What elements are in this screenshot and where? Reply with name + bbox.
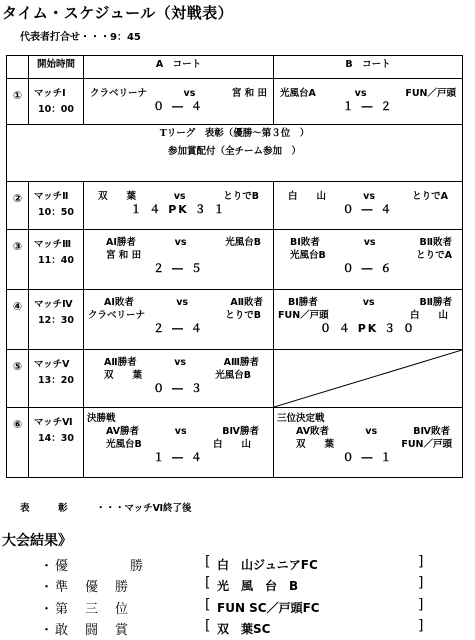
team-name: 光風台B xyxy=(215,370,251,381)
match-cell xyxy=(29,182,84,230)
court-a-cell xyxy=(84,182,274,230)
vs-label: vs xyxy=(173,191,186,202)
vs-label: vs xyxy=(365,426,378,437)
results-title: 大会結果》 xyxy=(2,533,72,549)
result-row: ・準 優 勝 [ 光 風 台 B ] xyxy=(40,575,424,595)
match-category: 三位決定戦 xyxy=(277,413,325,424)
team-name: 光風台A xyxy=(280,88,316,99)
result-row: ・敢 闘 賞 [ 双 葉SC ] xyxy=(40,618,424,638)
banner-line-2: 参加賞配付（全チーム参加 ） xyxy=(167,146,301,157)
court-a-cell xyxy=(84,350,274,408)
banner-line-1: Tリーグ 表彰（優勝～第３位 ） xyxy=(159,128,310,139)
match-name: マッチⅥ xyxy=(34,417,73,428)
result-row: ・第 三 位 [ FUN SC／戸頭FC ] xyxy=(40,597,424,617)
diagonal-slash xyxy=(274,350,462,407)
court-a-cell xyxy=(84,408,274,478)
vs-label: vs xyxy=(183,88,196,99)
court-a-cell xyxy=(84,79,274,125)
court-b-cell xyxy=(274,182,463,230)
team-name: 光風台B xyxy=(290,250,326,261)
match-name: マッチⅣ xyxy=(34,299,73,310)
result-row: ・優 勝 [ 白 山ジュニアFC ] xyxy=(40,554,424,574)
match-number: ③ xyxy=(7,230,29,290)
team-name: AⅢ勝者 xyxy=(223,357,259,368)
result-label: ・優 勝 xyxy=(40,559,146,574)
match-time: 14：30 xyxy=(38,433,74,444)
match-time: 13：20 xyxy=(38,375,74,386)
team-name: とりでA xyxy=(412,191,448,202)
team-name: 双 葉 xyxy=(98,191,137,202)
match-cell xyxy=(29,79,84,125)
match-time: 10：00 xyxy=(38,104,74,115)
team-name: 白 山 xyxy=(409,310,448,321)
team-name: BⅡ勝者 xyxy=(419,297,452,308)
match-score: ０ ― １ xyxy=(342,451,394,464)
match-name: マッチⅡ xyxy=(34,191,69,202)
court-a-cell xyxy=(84,290,274,350)
vs-label: vs xyxy=(174,237,187,248)
match-score: ２ ― ５ xyxy=(153,262,204,275)
team-name: クラベリーナ xyxy=(90,88,148,99)
table-row xyxy=(7,408,463,478)
match-category: 決勝戦 xyxy=(87,413,116,424)
team-name: AⅡ敗者 xyxy=(230,297,263,308)
team-name: BⅠ敗者 xyxy=(290,237,320,248)
team-name: AⅡ勝者 xyxy=(104,357,137,368)
match-cell xyxy=(29,350,84,408)
table-row xyxy=(7,290,463,350)
team-name: 白 山 xyxy=(212,439,251,450)
table-row xyxy=(7,182,463,230)
match-score: ２ ― ４ xyxy=(153,322,204,335)
header-num-cell xyxy=(7,56,29,79)
team-name: BⅣ敗者 xyxy=(413,426,450,437)
match-cell xyxy=(29,230,84,290)
vs-label: vs xyxy=(363,237,376,248)
vs-label: vs xyxy=(174,426,187,437)
match-number: ④ xyxy=(7,290,29,350)
header-start-time: 開始時間 xyxy=(29,56,84,79)
vs-label: vs xyxy=(174,357,187,368)
match-number: ① xyxy=(7,79,29,125)
vs-label: vs xyxy=(362,297,375,308)
table-row xyxy=(7,350,463,408)
team-name: BⅠ勝者 xyxy=(288,297,318,308)
team-name: 宮 和 田 xyxy=(106,250,142,261)
team-name: BⅡ敗者 xyxy=(419,237,452,248)
awards-note: 表 彰 ・・・マッチⅥ終了後 xyxy=(20,503,192,514)
table-header-row xyxy=(7,56,463,79)
table-row xyxy=(7,230,463,290)
match-score: ０ ― ６ xyxy=(342,262,394,275)
match-cell xyxy=(29,408,84,478)
match-score: １ ― ２ xyxy=(342,100,394,113)
court-b-empty-cell xyxy=(274,350,463,408)
match-time: 11：40 xyxy=(38,255,74,266)
match-name: マッチⅠ xyxy=(34,88,66,99)
vs-label: vs xyxy=(354,88,367,99)
match-number: ⑤ xyxy=(7,350,29,408)
court-b-cell xyxy=(274,290,463,350)
team-name: FUN／戸頭 xyxy=(401,439,452,450)
match-number: ② xyxy=(7,182,29,230)
vs-label: vs xyxy=(363,191,375,202)
team-name: AⅠ敗者 xyxy=(104,297,134,308)
meeting-time-note: 代表者打合せ・・・9：45 xyxy=(20,32,141,43)
result-label: ・第 三 位 xyxy=(40,602,131,617)
team-name: FUN／戸頭 xyxy=(278,310,329,321)
court-b-cell xyxy=(274,79,463,125)
team-name: クラベリーナ xyxy=(88,310,146,321)
team-name: 宮 和 田 xyxy=(231,88,267,99)
team-name: 光風台B xyxy=(106,439,142,450)
header-court-b: B コート xyxy=(274,56,463,79)
match-name: マッチⅢ xyxy=(34,239,72,250)
schedule-table xyxy=(6,55,463,478)
team-name: AⅠ勝者 xyxy=(106,237,136,248)
team-name: とりでB xyxy=(223,191,259,202)
match-score: １ ４ PK ３ １ xyxy=(130,203,227,216)
match-name: マッチⅤ xyxy=(34,359,70,370)
match-score: ０ ４ PK ３ ０ xyxy=(320,322,416,335)
team-name: 双 葉 xyxy=(296,439,335,450)
match-cell xyxy=(29,290,84,350)
result-label: ・敢 闘 賞 xyxy=(40,623,131,638)
court-a-cell xyxy=(84,230,274,290)
page-title: タイム・スケジュール（対戦表） xyxy=(2,4,234,22)
match-score: １ ― ４ xyxy=(153,451,204,464)
table-row xyxy=(7,79,463,125)
match-score: ０ ― ４ xyxy=(153,100,204,113)
team-name: 光風台B xyxy=(225,237,261,248)
team-name: とりでA xyxy=(416,250,452,261)
match-score: ０ ― ３ xyxy=(153,382,204,395)
team-name: BⅣ勝者 xyxy=(222,426,259,437)
result-label: ・準 優 勝 xyxy=(40,580,131,595)
court-b-cell xyxy=(274,230,463,290)
vs-label: vs xyxy=(176,297,189,308)
header-court-a: A コート xyxy=(84,56,274,79)
team-name: AV勝者 xyxy=(106,426,140,437)
match-score: ０ ― ４ xyxy=(342,203,394,216)
awards-banner-row xyxy=(7,125,463,182)
team-name: AV敗者 xyxy=(296,426,330,437)
match-time: 10：50 xyxy=(38,207,74,218)
court-b-cell xyxy=(274,408,463,478)
team-name: とりでB xyxy=(225,310,261,321)
team-name: 双 葉 xyxy=(104,370,143,381)
team-name: 白 山 xyxy=(288,191,327,202)
match-number: ⑥ xyxy=(7,408,29,478)
match-time: 12：30 xyxy=(38,315,74,326)
awards-banner xyxy=(7,125,463,182)
team-name: FUN／戸頭 xyxy=(405,88,456,99)
